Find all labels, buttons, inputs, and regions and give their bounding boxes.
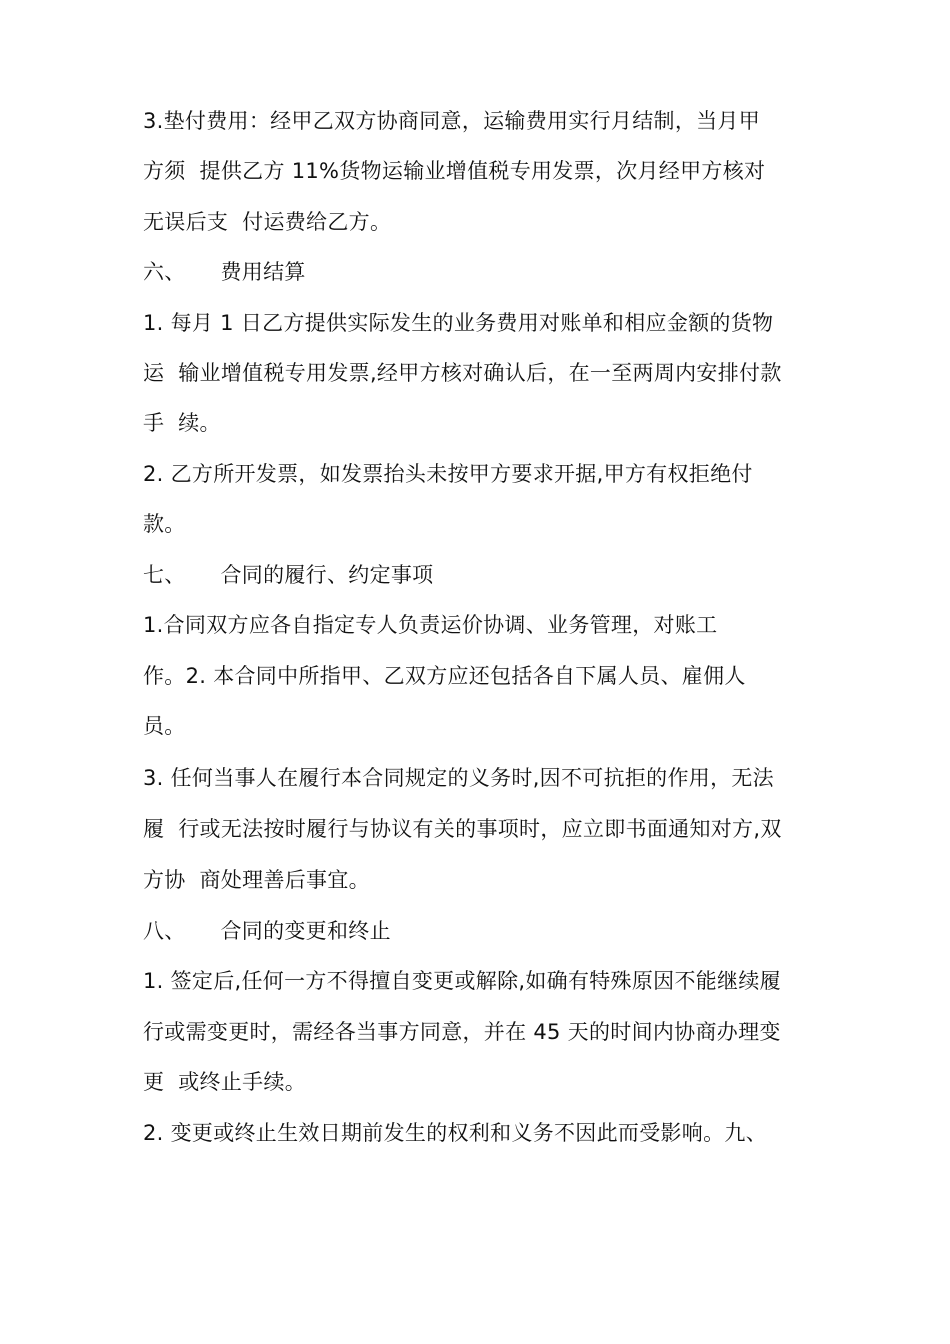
text-line: 员。 bbox=[143, 714, 186, 738]
text-line: 3. 任何当事人在履行本合同规定的义务时,因不可抗拒的作用，无法 bbox=[143, 766, 774, 790]
text-line: 履 行或无法按时履行与协议有关的事项时，应立即书面通知对方,双 bbox=[143, 817, 782, 841]
text-line: 2. 变更或终止生效日期前发生的权利和义务不因此而受影响。九、 bbox=[143, 1121, 768, 1145]
text-line: 款。 bbox=[143, 512, 186, 536]
text-line: 1.合同双方应各自指定专人负责运价协调、业务管理，对账工 bbox=[143, 613, 718, 637]
text-line: 1. 每月 1 日乙方提供实际发生的业务费用对账单和相应金额的货物 bbox=[143, 311, 774, 335]
text-line: 无误后支 付运费给乙方。 bbox=[143, 210, 392, 234]
text-line: 更 或终止手续。 bbox=[143, 1070, 307, 1094]
text-line: 行或需变更时，需经各当事方同意，并在 45 天的时间内协商办理变 bbox=[143, 1020, 781, 1044]
text-line: 手 续。 bbox=[143, 411, 221, 435]
text-line: 方协 商处理善后事宜。 bbox=[143, 868, 370, 892]
text-line: 1. 签定后,任何一方不得擅自变更或解除,如确有特殊原因不能继续履 bbox=[143, 969, 781, 993]
section-heading: 八、 合同的变更和终止 bbox=[143, 919, 391, 943]
section-heading: 六、 费用结算 bbox=[143, 260, 306, 284]
text-line: 方须 提供乙方 11%货物运输业增值税专用发票，次月经甲方核对 bbox=[143, 159, 766, 183]
text-line: 2. 乙方所开发票，如发票抬头未按甲方要求开据,甲方有权拒绝付 bbox=[143, 462, 753, 486]
section-heading: 七、 合同的履行、约定事项 bbox=[143, 563, 434, 587]
text-line: 作。2. 本合同中所指甲、乙双方应还包括各自下属人员、雇佣人 bbox=[143, 664, 746, 688]
text-line: 3.垫付费用：经甲乙双方协商同意，运输费用实行月结制，当月甲 bbox=[143, 109, 761, 133]
text-line: 运 输业增值税专用发票,经甲方核对确认后，在一至两周内安排付款 bbox=[143, 361, 782, 385]
